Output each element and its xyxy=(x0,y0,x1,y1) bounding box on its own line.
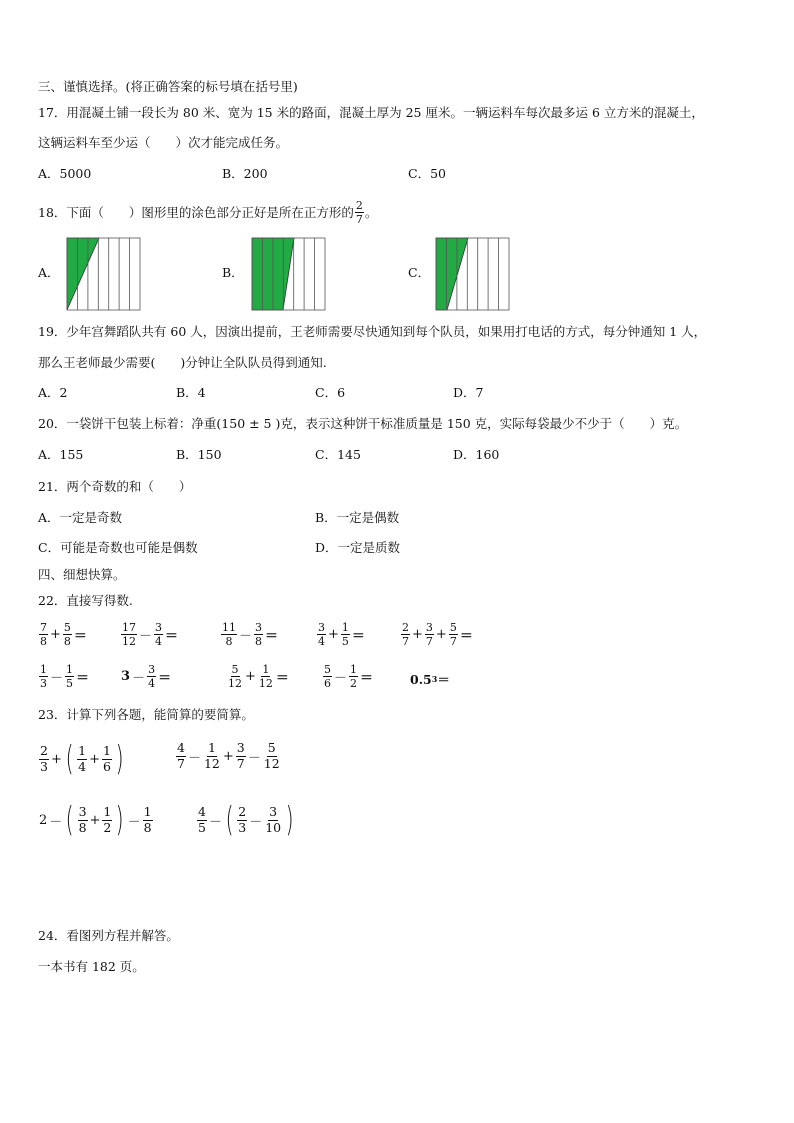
frac-numerator: 4 xyxy=(198,804,206,819)
frac-denominator: 12 xyxy=(263,755,280,771)
frac-numerator: 1 xyxy=(103,804,112,819)
frac-numerator: 3 xyxy=(425,621,433,634)
math-symbol: ＝ xyxy=(76,671,90,686)
fraction xyxy=(77,745,87,773)
frac-numerator: 3 xyxy=(155,621,163,634)
q20-option-b: B．150 xyxy=(176,447,222,462)
frac-denominator: 5 xyxy=(198,819,206,835)
frac-denominator: 6 xyxy=(324,677,331,690)
q20-option-c: C．145 xyxy=(315,447,361,462)
frac-denominator: 12 xyxy=(258,677,273,690)
q18-fraction xyxy=(355,200,364,225)
q18-figure-a-shade xyxy=(67,238,99,310)
frac-denominator: 5 xyxy=(341,635,349,648)
q18-stem xyxy=(38,200,377,225)
frac-denominator: 4 xyxy=(155,635,163,648)
math-symbol: + xyxy=(412,627,423,642)
q18-option-a: A． xyxy=(38,265,60,280)
fraction xyxy=(449,622,458,647)
math-symbol: + xyxy=(89,812,101,828)
frac-numerator: 5 xyxy=(63,621,71,634)
frac-denominator: 12 xyxy=(203,755,220,771)
frac-numerator: 1 xyxy=(350,663,358,676)
frac-numerator: 1 xyxy=(78,743,87,758)
frac-numerator: 3 xyxy=(236,740,245,755)
q19-option-a: A．2 xyxy=(38,385,68,400)
fraction xyxy=(237,806,247,834)
math-symbol: ＝ xyxy=(73,629,87,644)
q22-item-9 xyxy=(322,664,374,689)
frac-numerator: 3 xyxy=(255,621,263,634)
parenthesis: ( xyxy=(65,739,74,779)
fraction xyxy=(323,664,332,689)
fraction xyxy=(401,622,410,647)
q23-item-1 xyxy=(38,739,126,779)
frac-denominator: 8 xyxy=(78,819,87,835)
frac-numerator: 1 xyxy=(262,663,270,676)
section-4-title: 四、细想快算。 xyxy=(38,567,126,582)
math-symbol: － xyxy=(49,814,63,830)
frac-denominator: 12 xyxy=(122,635,136,648)
math-symbol: － xyxy=(127,814,141,830)
math-symbol: + xyxy=(89,751,100,767)
fraction xyxy=(254,622,263,647)
q20-line-1: 20．一袋饼干包装上标着：净重(150 ± 5 )克，表示这种饼干标准质量是 150 克，实际每袋最少不少于（ ）克。 xyxy=(38,416,688,431)
frac-denominator: 4 xyxy=(78,758,87,774)
q18-figure-c-shade xyxy=(436,238,468,310)
frac-denominator: 12 xyxy=(228,677,242,690)
frac-denominator: 8 xyxy=(225,635,233,648)
q18-figure-a xyxy=(66,237,142,311)
frac-denominator: 10 xyxy=(265,819,282,835)
q18-text: 18．下面（ ）图形里的涂色部分正好是所在正方形的 xyxy=(38,204,354,220)
frac-denominator: 8 xyxy=(255,635,263,648)
q22-item-1 xyxy=(38,622,88,647)
frac-numerator: 5 xyxy=(267,740,276,755)
frac-denominator: 3 xyxy=(40,758,48,774)
math-symbol: 3 xyxy=(121,669,131,684)
q23-item-3 xyxy=(38,800,154,840)
q22-item-8 xyxy=(226,664,290,689)
frac-denominator: 7 xyxy=(236,755,245,771)
math-symbol: + xyxy=(50,627,61,642)
frac-numerator: 11 xyxy=(222,621,236,634)
q21-option-c: C．可能是奇数也可能是偶数 xyxy=(38,540,198,555)
q18-option-c: C． xyxy=(408,265,431,280)
frac-numerator: 2 xyxy=(238,804,247,819)
fraction xyxy=(203,742,221,770)
fraction xyxy=(102,806,112,834)
frac-denominator: 7 xyxy=(402,635,409,648)
q18-option-b: B． xyxy=(222,265,244,280)
frac-numerator: 3 xyxy=(148,663,156,676)
math-symbol: － xyxy=(239,629,253,644)
fraction xyxy=(102,745,112,773)
math-symbol: ＝ xyxy=(459,629,473,644)
math-symbol: － xyxy=(249,814,263,830)
fraction xyxy=(176,742,186,770)
math-symbol: － xyxy=(208,814,222,830)
frac-denominator: 8 xyxy=(143,819,152,835)
math-symbol: + xyxy=(328,627,339,642)
math-symbol: － xyxy=(132,671,146,686)
frac-denominator: 7 xyxy=(449,635,457,648)
frac-numerator: 1 xyxy=(143,804,152,819)
q22-item-3 xyxy=(220,622,279,647)
fraction xyxy=(78,806,88,834)
frac-denominator: 7 xyxy=(425,635,433,648)
math-symbol: － xyxy=(50,671,64,686)
fraction xyxy=(349,664,358,689)
frac-numerator: 4 xyxy=(177,740,185,755)
q19-option-c: C．6 xyxy=(315,385,346,400)
q20-option-d: D．160 xyxy=(453,447,500,462)
q19-line-2: 那么王老师最少需要( )分钟让全队队员得到通知. xyxy=(38,355,327,370)
fraction xyxy=(147,664,156,689)
parenthesis: ) xyxy=(115,739,124,779)
q21-option-b: B．一定是偶数 xyxy=(315,510,400,525)
math-symbol: ＝ xyxy=(158,671,172,686)
fraction xyxy=(341,622,350,647)
q18-text-end: 。 xyxy=(364,204,378,220)
q20-option-a: A．155 xyxy=(38,447,84,462)
frac-denominator: 3 xyxy=(238,819,247,835)
frac-denominator: 6 xyxy=(102,758,111,774)
q23-title: 23．计算下列各题，能简算的要简算。 xyxy=(38,707,254,722)
fraction xyxy=(121,622,137,647)
q19-option-d: D．7 xyxy=(453,385,484,400)
fraction xyxy=(39,745,49,773)
fraction xyxy=(63,622,72,647)
frac-numerator: 1 xyxy=(66,663,74,676)
q22-item-6 xyxy=(38,664,90,689)
q22-item-7 xyxy=(120,664,172,689)
parenthesis: ( xyxy=(65,800,74,840)
frac-numerator: 1 xyxy=(207,740,216,755)
math-symbol: + xyxy=(50,751,62,767)
parenthesis: ) xyxy=(116,800,124,840)
fraction xyxy=(264,806,282,834)
frac-denominator: 4 xyxy=(148,677,156,690)
q21-line-1: 21．两个奇数的和（ ） xyxy=(38,479,192,494)
q19-line-1: 19．少年宫舞蹈队共有 60 人，因演出提前，王老师需要尽快通知到每个队员，如果用打电话的方式，每分钟通知 1 人， xyxy=(38,324,707,339)
frac-numerator: 5 xyxy=(231,663,239,676)
q24-line-1: 一本书有 182 页。 xyxy=(38,959,145,974)
q23-item-4 xyxy=(196,800,296,840)
frac-denominator: 2 xyxy=(350,677,358,690)
q23-item-2 xyxy=(175,742,282,770)
q17-line-1: 17．用混凝土铺一段长为 80 米、宽为 15 米的路面，混凝土厚为 25 厘米。一辆运料车每次最多运 6 立方米的混凝土， xyxy=(38,105,704,120)
fraction xyxy=(236,742,246,770)
math-symbol: ＝ xyxy=(351,629,365,644)
frac-numerator: 5 xyxy=(324,663,331,676)
math-symbol: ＝ xyxy=(360,671,374,686)
frac-numerator: 5 xyxy=(449,621,457,634)
math-symbol: 2 xyxy=(39,812,48,828)
parenthesis: ( xyxy=(225,800,234,840)
frac-numerator: 7 xyxy=(40,621,47,634)
frac-denominator: 5 xyxy=(66,677,74,690)
q22-item-2 xyxy=(120,622,179,647)
q24-title: 24．看图列方程并解答。 xyxy=(38,928,179,943)
q18-figure-c xyxy=(435,237,511,311)
math-symbol: － xyxy=(187,750,201,766)
q17-line-2: 这辆运料车至少运（ ）次才能完成任务。 xyxy=(38,135,289,150)
frac-denominator: 8 xyxy=(40,635,47,648)
fraction xyxy=(39,664,48,689)
fraction xyxy=(39,622,48,647)
frac-numerator: 2 xyxy=(402,621,409,634)
frac-numerator: 2 xyxy=(40,743,48,758)
math-symbol: 3 xyxy=(431,674,438,684)
q22-title: 22．直接写得数. xyxy=(38,593,133,608)
math-symbol: ＝ xyxy=(165,629,179,644)
fraction xyxy=(221,622,237,647)
fraction xyxy=(154,622,163,647)
frac-numerator: 1 xyxy=(341,621,349,634)
q18-figure-b xyxy=(251,237,327,311)
frac-numerator: 3 xyxy=(269,804,278,819)
math-symbol: － xyxy=(334,671,348,686)
q21-option-d: D．一定是质数 xyxy=(315,540,401,555)
fraction xyxy=(65,664,74,689)
frac-numerator: 3 xyxy=(78,804,87,819)
fraction xyxy=(263,742,281,770)
q17-option-b: B．200 xyxy=(222,166,268,181)
q19-option-b: B．4 xyxy=(176,385,206,400)
parenthesis: ) xyxy=(285,800,294,840)
frac-numerator: 17 xyxy=(122,621,136,634)
frac-numerator: 3 xyxy=(318,621,325,634)
q21-option-a: A．一定是奇数 xyxy=(38,510,123,525)
q22-item-10: 0.5 3 ＝ xyxy=(410,671,450,687)
fraction xyxy=(197,806,207,834)
q18-frac-denominator: 7 xyxy=(355,213,363,226)
q22-item-4 xyxy=(316,622,366,647)
math-symbol: + xyxy=(222,748,234,764)
math-symbol: ＝ xyxy=(275,671,289,686)
math-symbol: + xyxy=(245,669,256,684)
math-symbol: ＝ xyxy=(265,629,279,644)
fraction xyxy=(317,622,326,647)
frac-numerator: 1 xyxy=(102,743,111,758)
frac-denominator: 8 xyxy=(63,635,71,648)
section-3-title: 三、谨慎选择。(将正确答案的标号填在括号里) xyxy=(38,79,298,94)
math-symbol: － xyxy=(247,750,261,766)
q17-option-c: C．50 xyxy=(408,166,446,181)
frac-denominator: 3 xyxy=(40,677,47,690)
q22-item-5 xyxy=(400,622,474,647)
fraction xyxy=(258,664,274,689)
frac-denominator: 7 xyxy=(177,755,185,771)
fraction xyxy=(143,806,153,834)
math-symbol: + xyxy=(435,627,447,642)
frac-numerator: 1 xyxy=(40,663,47,676)
q18-frac-numerator: 2 xyxy=(355,199,363,212)
frac-denominator: 2 xyxy=(103,819,112,835)
q17-option-a: A．5000 xyxy=(38,166,92,181)
fraction xyxy=(227,664,243,689)
fraction xyxy=(425,622,434,647)
math-symbol: － xyxy=(139,629,153,644)
frac-denominator: 4 xyxy=(318,635,325,648)
